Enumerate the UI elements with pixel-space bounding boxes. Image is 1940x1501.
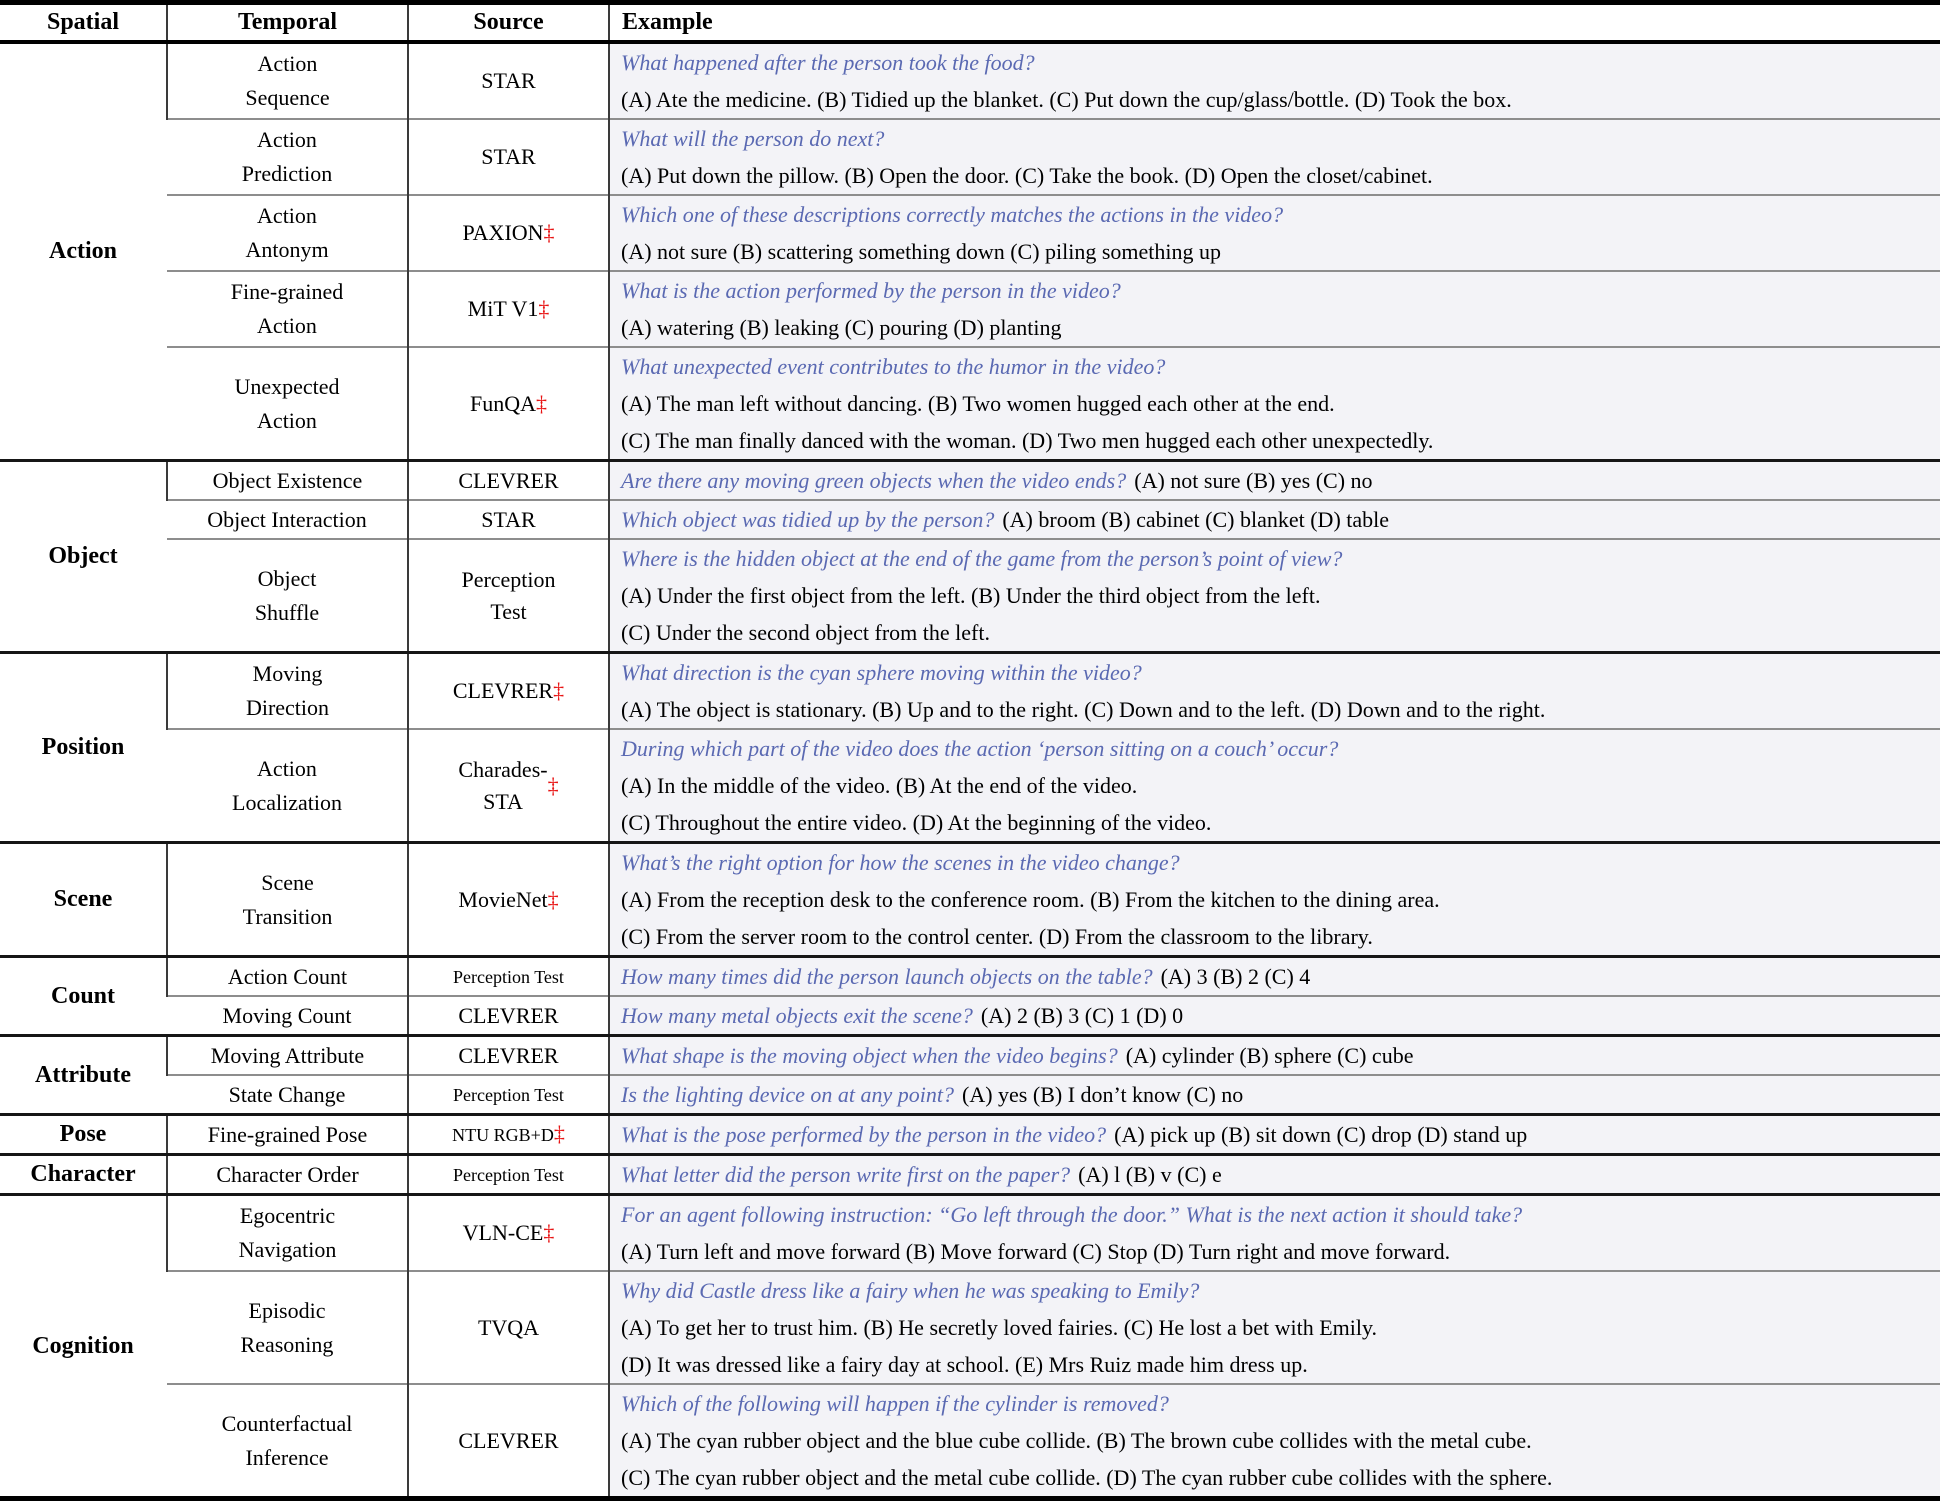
question-text: What is the action performed by the person in the video?	[621, 278, 1121, 303]
table-row	[0, 1075, 1940, 1115]
temporal-line: Navigation	[238, 1237, 337, 1262]
source-text: VLN-CE	[462, 1220, 544, 1245]
options-text: (A) Put down the pillow. (B) Open the door. (C) Take the book. (D) Open the closet/cabinet.	[621, 163, 1433, 188]
temporal-line: Action	[257, 203, 317, 228]
source-cell	[408, 1075, 609, 1115]
temporal-line: Object Existence	[212, 467, 363, 493]
table-row	[0, 195, 1940, 271]
spatial-cell-scene: Scene	[0, 843, 167, 957]
source-cell	[408, 500, 609, 539]
source-line: CLEVRER	[458, 1002, 559, 1028]
source-text: FunQA	[469, 390, 536, 416]
source-line: Perception Test	[453, 1084, 564, 1105]
temporal-line: Episodic	[248, 1297, 326, 1323]
question-text: How many times did the person launch objects on the table?	[621, 964, 1153, 989]
source-cell	[408, 1384, 609, 1499]
temporal-line: Moving Count	[222, 1002, 352, 1028]
temporal-cell	[167, 653, 408, 730]
source-text: MovieNet	[458, 886, 548, 912]
example-cell	[609, 539, 1940, 653]
source-name	[452, 1119, 565, 1151]
question-text: Where is the hidden object at the end of the game from the person’s point of view?	[621, 546, 1343, 571]
source-name	[453, 1079, 564, 1111]
temporal-line: State Change	[228, 1081, 346, 1107]
options-text: (A) cylinder (B) sphere (C) cube	[1125, 1043, 1414, 1068]
double-dagger-marker: ‡	[553, 678, 565, 703]
question-text: Which one of these descriptions correctly matches the actions in the video?	[621, 202, 1284, 227]
temporal-line: Action	[257, 51, 318, 76]
spatial-cell-action: Action	[0, 42, 167, 461]
temporal-line: Object	[257, 565, 317, 591]
source-cell	[408, 996, 609, 1036]
temporal-line: Moving	[252, 661, 323, 686]
question-text: What is the pose performed by the person in the video?	[621, 1122, 1107, 1147]
question-text: Which object was tidied up by the person?	[621, 507, 995, 532]
source-line: STA	[483, 788, 523, 814]
table-row	[0, 539, 1940, 653]
source-name	[461, 564, 555, 628]
table-row	[0, 461, 1940, 501]
source-cell	[408, 461, 609, 501]
question-text: For an agent following instruction: “Go left through the door.” What is the next action it should take?	[621, 1202, 1523, 1227]
temporal-cell	[167, 843, 408, 957]
example-cell	[609, 1195, 1940, 1272]
temporal-line: Character Order	[216, 1161, 359, 1187]
temporal-cell	[167, 119, 408, 195]
example-cell	[609, 1075, 1940, 1115]
example-cell	[609, 1115, 1940, 1155]
source-cell	[408, 271, 609, 347]
table-row	[0, 42, 1940, 119]
temporal-cell	[167, 1195, 408, 1272]
temporal-line: Fine-grained Pose	[207, 1121, 368, 1147]
question-text: During which part of the video does the action ‘person sitting on a couch’ occur?	[621, 736, 1339, 761]
options-text: (A) In the middle of the video. (B) At the end of the video.	[621, 773, 1138, 798]
options-text: (A) The cyan rubber object and the blue cube collide. (B) The brown cube collides with the metal cube.	[621, 1428, 1532, 1453]
temporal-line: Egocentric	[239, 1203, 336, 1228]
example-cell	[609, 42, 1940, 119]
source-name	[462, 217, 554, 249]
example-cell	[609, 1384, 1940, 1499]
question-text: What direction is the cyan sphere moving within the video?	[621, 660, 1142, 685]
example-cell	[609, 729, 1940, 843]
header-row	[0, 3, 1940, 43]
temporal-line: Localization	[232, 789, 342, 815]
source-name	[470, 388, 547, 420]
source-line: Perception Test	[453, 1164, 564, 1185]
table-row	[0, 1036, 1940, 1076]
table-row	[0, 996, 1940, 1036]
source-name	[458, 1425, 558, 1457]
question-text: What happened after the person took the food?	[621, 50, 1035, 75]
question-text: Why did Castle dress like a fairy when he was speaking to Emily?	[621, 1278, 1200, 1303]
source-name	[458, 754, 558, 818]
table-row	[0, 957, 1940, 997]
source-cell	[408, 1155, 609, 1195]
source-cell	[408, 1115, 609, 1155]
temporal-cell	[167, 957, 408, 997]
table-row	[0, 119, 1940, 195]
header-source: Source	[408, 3, 609, 43]
table-row	[0, 843, 1940, 957]
temporal-line: Action	[257, 127, 317, 152]
double-dagger-marker: ‡	[538, 296, 550, 321]
temporal-line: Action Count	[227, 963, 348, 989]
source-line	[470, 388, 547, 420]
header-example: Example	[609, 3, 1940, 43]
example-cell	[609, 1271, 1940, 1384]
temporal-line: Unexpected	[234, 373, 340, 399]
temporal-line: Fine-grained	[230, 279, 344, 304]
source-name	[463, 1217, 555, 1249]
spatial-cell-attribute: Attribute	[0, 1036, 167, 1115]
double-dagger-marker: ‡	[547, 772, 559, 798]
options-text: (A) Turn left and move forward (B) Move forward (C) Stop (D) Turn right and move forward.	[621, 1239, 1451, 1264]
source-line	[453, 675, 564, 707]
options-text: (A) yes (B) I don’t know (C) no	[962, 1082, 1244, 1107]
question-text: What letter did the person write first on the paper?	[621, 1162, 1071, 1187]
temporal-cell	[167, 1075, 408, 1115]
temporal-cell	[167, 461, 408, 501]
source-name	[453, 1159, 564, 1191]
table-row	[0, 653, 1940, 730]
options-text: (A) watering (B) leaking (C) pouring (D) planting	[621, 315, 1062, 340]
table-row	[0, 729, 1940, 843]
source-line	[452, 1119, 565, 1151]
temporal-line: Prediction	[241, 161, 333, 186]
options-text: (A) Ate the medicine. (B) Tidied up the blanket. (C) Put down the cup/glass/bottle. (D) Took the box.	[621, 87, 1512, 112]
example-cell	[609, 1155, 1940, 1195]
double-dagger-marker: ‡	[553, 1120, 565, 1146]
source-cell	[408, 1271, 609, 1384]
example-cell	[609, 500, 1940, 539]
temporal-line: Scene	[261, 869, 314, 895]
temporal-cell	[167, 1271, 408, 1384]
source-line: STAR	[481, 506, 536, 532]
question-text: What’s the right option for how the scenes in the video change?	[621, 850, 1180, 875]
source-cell	[408, 729, 609, 843]
example-cell	[609, 119, 1940, 195]
double-dagger-marker: ‡	[543, 220, 555, 245]
source-cell	[408, 195, 609, 271]
table-row	[0, 500, 1940, 539]
spatial-cell-object: Object	[0, 461, 167, 653]
table-row	[0, 1195, 1940, 1272]
options-text: (A) not sure (B) scattering something down (C) piling something up	[621, 239, 1222, 264]
source-name	[458, 1000, 558, 1032]
source-name	[453, 961, 564, 993]
source-line: CLEVRER	[458, 467, 559, 493]
options-text: (A) From the reception desk to the conference room. (B) From the kitchen to the dining area.	[621, 887, 1440, 912]
example-cell	[609, 957, 1940, 997]
question-text: Is the lighting device on at any point?	[621, 1082, 954, 1107]
temporal-cell	[167, 729, 408, 843]
source-name	[481, 504, 535, 536]
spatial-cell-cognition: Cognition	[0, 1195, 167, 1499]
temporal-line: Action	[257, 313, 317, 338]
source-line	[463, 1217, 555, 1249]
temporal-cell	[167, 347, 408, 461]
options-text: (C) The man finally danced with the woman. (D) Two men hugged each other unexpectedly.	[621, 428, 1434, 453]
source-name	[481, 65, 535, 97]
options-text: (A) 3 (B) 2 (C) 4	[1160, 964, 1311, 989]
options-text: (A) broom (B) cabinet (C) blanket (D) table	[1002, 507, 1390, 532]
double-dagger-marker: ‡	[547, 886, 559, 912]
source-cell	[408, 1036, 609, 1076]
source-name	[468, 293, 550, 325]
temporal-line: Sequence	[245, 85, 330, 110]
example-cell	[609, 1036, 1940, 1076]
temporal-cell	[167, 42, 408, 119]
temporal-line: Action	[257, 755, 317, 781]
source-text: CLEVRER	[452, 678, 554, 703]
temporal-cell	[167, 1155, 408, 1195]
options-text: (A) To get her to trust him. (B) He secretly loved fairies. (C) He lost a bet with Emily.	[621, 1315, 1378, 1340]
temporal-cell	[167, 500, 408, 539]
source-cell	[408, 653, 609, 730]
example-cell	[609, 653, 1940, 730]
spatial-cell-count: Count	[0, 957, 167, 1036]
table-row	[0, 347, 1940, 461]
source-cell	[408, 42, 609, 119]
table-row	[0, 1271, 1940, 1384]
source-line: Charades-	[458, 756, 548, 782]
table-row	[0, 271, 1940, 347]
question-text: What will the person do next?	[621, 126, 885, 151]
options-text: (A) l (B) v (C) e	[1078, 1162, 1222, 1187]
temporal-cell	[167, 1036, 408, 1076]
temporal-line: Moving Attribute	[210, 1042, 365, 1068]
question-text: Are there any moving green objects when the video ends?	[621, 468, 1127, 493]
source-name	[458, 465, 558, 497]
temporal-cell	[167, 1384, 408, 1499]
source-cell	[408, 1195, 609, 1272]
temporal-cell	[167, 1115, 408, 1155]
spatial-cell-position: Position	[0, 653, 167, 843]
source-line: STAR	[481, 144, 536, 169]
options-text: (A) Under the first object from the left. (B) Under the third object from the left.	[621, 583, 1321, 608]
source-name	[481, 141, 535, 173]
options-text: (C) Throughout the entire video. (D) At the beginning of the video.	[621, 810, 1212, 835]
options-text: (C) From the server room to the control center. (D) From the classroom to the library.	[621, 924, 1373, 949]
example-cell	[609, 271, 1940, 347]
example-cell	[609, 195, 1940, 271]
example-cell	[609, 996, 1940, 1036]
table-row	[0, 1155, 1940, 1195]
options-text: (A) The man left without dancing. (B) Two women hugged each other at the end.	[621, 391, 1335, 416]
options-text: (C) Under the second object from the left.	[621, 620, 990, 645]
source-cell	[408, 347, 609, 461]
temporal-line: Transition	[242, 903, 333, 929]
source-line: STAR	[481, 68, 536, 93]
temporal-line: Shuffle	[254, 599, 320, 625]
header-temporal: Temporal	[167, 3, 408, 43]
temporal-line: Action	[257, 407, 317, 433]
temporal-line: Counterfactual	[221, 1410, 353, 1436]
temporal-line: Reasoning	[240, 1331, 334, 1357]
question-text: What unexpected event contributes to the humor in the video?	[621, 354, 1166, 379]
source-cell	[408, 843, 609, 957]
temporal-line: Direction	[245, 695, 330, 720]
source-text: MiT V1	[467, 296, 539, 321]
example-cell	[609, 461, 1940, 501]
source-text: NTU RGB+D	[452, 1124, 554, 1145]
source-line: TVQA	[477, 1314, 540, 1340]
double-dagger-marker: ‡	[543, 1220, 555, 1245]
source-text: PAXION	[462, 220, 544, 245]
spatial-cell-character: Character	[0, 1155, 167, 1195]
options-text: (D) It was dressed like a fairy day at school. (E) Mrs Ruiz made him dress up.	[621, 1352, 1308, 1377]
options-text: (A) The object is stationary. (B) Up and to the right. (C) Down and to the left. (D) Down and to the right.	[621, 697, 1546, 722]
spatial-cell-pose: Pose	[0, 1115, 167, 1155]
temporal-line: Inference	[245, 1444, 329, 1470]
source-line: Perception	[461, 566, 556, 592]
temporal-cell	[167, 539, 408, 653]
temporal-cell	[167, 996, 408, 1036]
table-row	[0, 1384, 1940, 1499]
source-cell	[408, 119, 609, 195]
source-name	[478, 1312, 539, 1344]
double-dagger-marker: ‡	[536, 390, 547, 416]
question-text: What shape is the moving object when the video begins?	[621, 1043, 1118, 1068]
temporal-line: Object Interaction	[207, 506, 367, 532]
table-row	[0, 1115, 1940, 1155]
source-line	[468, 293, 550, 325]
source-cell	[408, 957, 609, 997]
temporal-line: Antonym	[245, 237, 329, 262]
source-line: CLEVRER	[458, 1427, 559, 1453]
source-line	[462, 217, 554, 249]
options-text: (A) pick up (B) sit down (C) drop (D) stand up	[1114, 1122, 1528, 1147]
question-text: How many metal objects exit the scene?	[621, 1003, 973, 1028]
question-text: Which of the following will happen if the cylinder is removed?	[621, 1391, 1169, 1416]
source-name	[453, 675, 564, 707]
source-name	[458, 884, 558, 916]
options-text: (C) The cyan rubber object and the metal cube collide. (D) The cyan rubber cube collides with the sphere.	[621, 1465, 1553, 1490]
header-spatial: Spatial	[0, 3, 167, 43]
source-cell	[408, 539, 609, 653]
temporal-cell	[167, 195, 408, 271]
temporal-cell	[167, 271, 408, 347]
example-cell	[609, 347, 1940, 461]
options-text: (A) 2 (B) 3 (C) 1 (D) 0	[980, 1003, 1184, 1028]
source-name	[458, 1040, 558, 1072]
options-text: (A) not sure (B) yes (C) no	[1134, 468, 1373, 493]
source-line: Perception Test	[453, 966, 564, 987]
source-line: CLEVRER	[458, 1042, 559, 1068]
source-line	[458, 884, 558, 916]
example-cell	[609, 843, 1940, 957]
source-line: Test	[490, 598, 527, 624]
